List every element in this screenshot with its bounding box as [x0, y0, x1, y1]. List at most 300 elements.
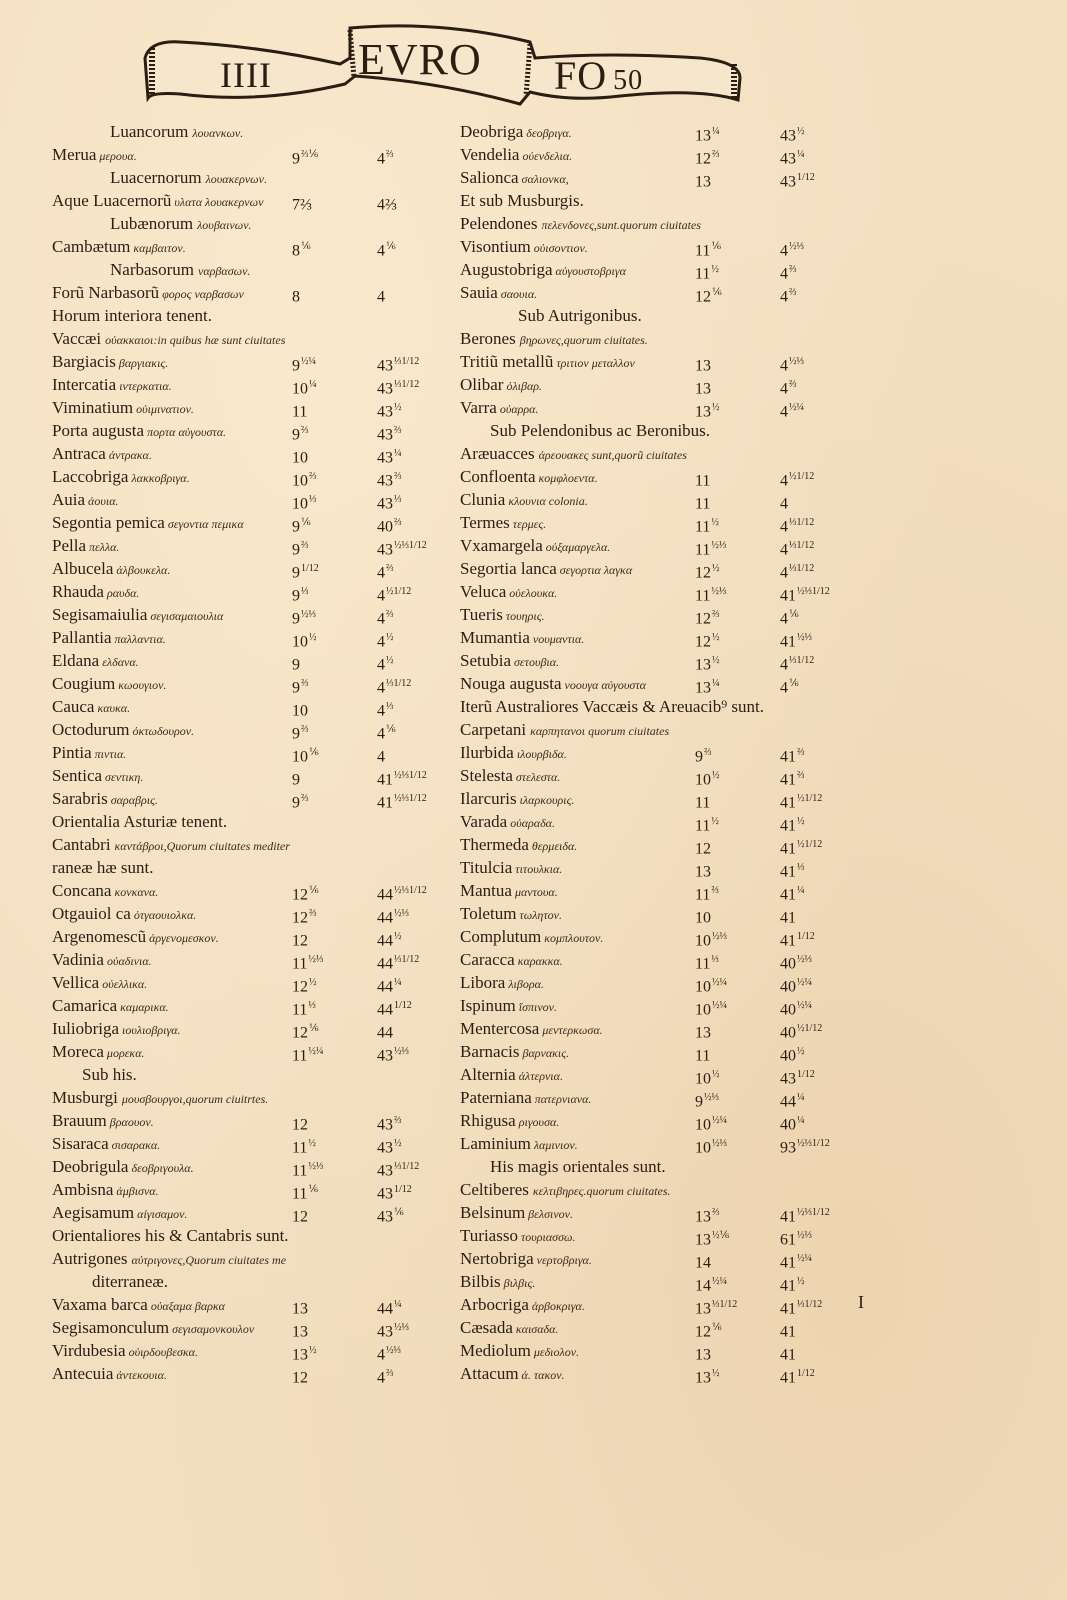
greek-name: οὐαρρα. [499, 402, 539, 416]
greek-name: οὐιρδουβεσκα. [128, 1345, 198, 1359]
lon-degrees: 11 [292, 1139, 308, 1157]
lat-degrees: 43 [780, 127, 796, 145]
greek-name: σαλιονκα, [521, 172, 569, 186]
lon-degrees: 10 [695, 1070, 711, 1088]
lat-fraction: ⅔ [789, 287, 797, 298]
section-heading [52, 212, 452, 235]
place-entry [460, 810, 870, 833]
lat-degrees: 44 [377, 955, 393, 973]
latin-name: Alternia [460, 1065, 516, 1084]
lon-degrees: 11 [695, 587, 711, 605]
lat-fraction: ⅔ [394, 425, 402, 436]
heading-text: Orientaliores his & Cantabris sunt. [52, 1226, 289, 1245]
lat-degrees: 43 [377, 541, 393, 559]
greek-name: ἀντεκουια. [116, 1368, 167, 1382]
lat-fraction: ½⅓ [789, 356, 804, 367]
place-entry [460, 741, 870, 764]
lat-fraction: ½⅓ [789, 241, 804, 252]
lat-fraction: 1/12 [797, 1069, 815, 1080]
greek-name: οὐιμινατιον. [136, 402, 194, 416]
latin-name: Eldana [52, 651, 100, 670]
lat-degrees: 44 [377, 978, 393, 996]
greek-name: σαουια. [500, 287, 538, 301]
lat-fraction: 1/12 [797, 931, 815, 942]
lon-degrees: 14 [695, 1254, 711, 1272]
lon-degrees: 11 [695, 886, 711, 904]
greek-name: ριγουσα. [518, 1115, 560, 1129]
lon-degrees: 8 [292, 242, 300, 260]
lat-fraction: ½⅓ [394, 1322, 409, 1333]
greek-name: σετουβια. [514, 655, 560, 669]
lat-degrees: 40 [780, 955, 796, 973]
greek-name: τουηρις. [505, 609, 545, 623]
place-name [52, 189, 263, 214]
lon-degrees: 13 [695, 1231, 711, 1249]
lon-degrees: 13 [695, 1300, 711, 1318]
latin-name: Salionca [460, 168, 519, 187]
place-name [52, 1201, 187, 1226]
latin-name: Porta augusta [52, 421, 145, 440]
lat-degrees: 44 [377, 1300, 393, 1318]
lat-degrees: 41 [780, 1323, 796, 1341]
latin-name: Cauca [52, 697, 95, 716]
lon-degrees: 12 [292, 1116, 308, 1134]
section-heading [460, 189, 870, 212]
latin-name: Ambisna [52, 1180, 114, 1199]
latitude-value [780, 1362, 815, 1389]
place-entry [52, 281, 452, 304]
header-book-number: IIII [220, 55, 272, 95]
greek-name: βαρνακις. [522, 1046, 570, 1060]
lon-fraction: ⅔ [309, 908, 317, 919]
lat-fraction: ⅔ [797, 770, 805, 781]
lon-degrees: 10 [292, 449, 308, 467]
place-name [52, 1293, 225, 1318]
latin-name: Tueris [460, 605, 503, 624]
place-entry [460, 557, 870, 580]
place-name [460, 787, 574, 812]
place-entry [52, 580, 452, 603]
greek-name: δεοβριγουλα. [131, 1161, 194, 1175]
place-name [460, 1316, 558, 1341]
greek-name: οὐενδελια. [522, 149, 573, 163]
heading-greek: βηρωνες,quorum ciuitates. [519, 333, 648, 347]
place-entry [460, 1017, 870, 1040]
greek-name: λιβορα. [508, 977, 544, 991]
lat-fraction: ¼ [394, 448, 402, 459]
place-entry [52, 1362, 452, 1385]
heading-text: Autrigones [52, 1249, 128, 1268]
latin-name: Vadinia [52, 950, 104, 969]
lon-fraction: ½ [712, 402, 720, 413]
lat-degrees: 4 [377, 702, 385, 720]
section-heading [52, 327, 452, 350]
heading-text: Pelendones [460, 214, 538, 233]
latin-name: Caracca [460, 950, 515, 969]
lon-fraction: ½ [308, 1138, 316, 1149]
lon-degrees: 13 [695, 1346, 711, 1364]
lat-degrees: 4 [780, 265, 788, 283]
greek-name: οὐαδινια. [106, 954, 152, 968]
lat-degrees: 4 [780, 610, 788, 628]
latin-name: Otgauiol ca [52, 904, 131, 923]
lat-degrees: 44 [377, 932, 393, 950]
place-name [52, 994, 169, 1019]
latin-name: Thermeda [460, 835, 529, 854]
place-name [52, 1017, 181, 1042]
place-name [52, 580, 139, 605]
lon-fraction: ½ [309, 1345, 317, 1356]
lon-fraction: ⅔ [301, 793, 309, 804]
place-name [460, 948, 563, 973]
lon-fraction: 1/12 [301, 563, 319, 574]
latin-name: Viminatium [52, 398, 134, 417]
lon-degrees: 11 [695, 495, 711, 513]
place-entry [52, 1339, 452, 1362]
lon-fraction: ⅔ [712, 609, 720, 620]
lon-fraction: ⅓1/12 [712, 1299, 738, 1310]
lat-fraction: ¼ [797, 149, 805, 160]
lat-degrees: 4 [377, 656, 385, 674]
greek-name: βελσινον. [528, 1207, 573, 1221]
greek-name: πιντια. [94, 747, 127, 761]
place-entry [460, 902, 870, 925]
lon-fraction: ⅔ [301, 678, 309, 689]
lon-fraction: ⅔ [301, 425, 309, 436]
greek-name: σεγισαμαιουλια [150, 609, 224, 623]
place-entry [460, 1224, 870, 1247]
greek-name: ἀντρακα. [108, 448, 152, 462]
lon-degrees: 13 [292, 1323, 308, 1341]
place-entry [52, 902, 452, 925]
greek-name: ὀλιβαρ. [506, 379, 543, 393]
lat-fraction: ½¼ [797, 977, 812, 988]
latin-name: Mediolum [460, 1341, 531, 1360]
latin-name: Paterniana [460, 1088, 532, 1107]
lon-degrees: 10 [695, 909, 711, 927]
lon-degrees: 13 [695, 656, 711, 674]
greek-name: πελλα. [89, 540, 120, 554]
greek-name: σισαρακα. [111, 1138, 161, 1152]
lon-degrees: 11 [695, 472, 711, 490]
lon-degrees: 12 [292, 1208, 308, 1226]
section-heading [460, 304, 870, 327]
lat-degrees: 44 [377, 1024, 393, 1042]
greek-name: καρακκα. [517, 954, 563, 968]
lon-fraction: ⅙ [301, 241, 311, 252]
lat-degrees: 43 [780, 150, 796, 168]
greek-name: αὐγουστοβριγα [555, 264, 626, 278]
greek-name: τριτιον μεταλλον [556, 356, 635, 370]
lat-fraction: ⅔ [789, 264, 797, 275]
heading-text: diterraneæ. [92, 1272, 168, 1291]
lon-fraction: ⅔ [711, 885, 719, 896]
latin-name: Deobriga [460, 122, 524, 141]
section-heading [52, 1247, 452, 1270]
lat-degrees: 43 [377, 426, 393, 444]
lon-fraction: ½ [711, 517, 719, 528]
lon-fraction: ½⅓ [704, 1092, 719, 1103]
lon-degrees: 11 [695, 265, 711, 283]
latin-name: Mumantia [460, 628, 530, 647]
place-name [460, 373, 542, 398]
section-heading [460, 1155, 870, 1178]
place-name [460, 396, 538, 421]
lat-fraction: ⅓1/12 [789, 540, 815, 551]
lat-degrees: 4 [377, 748, 385, 766]
lat-fraction: ½ [797, 1276, 805, 1287]
place-entry [460, 1063, 870, 1086]
lon-degrees: 10 [695, 1001, 711, 1019]
lon-fraction: ⅔⅙ [301, 149, 319, 160]
place-name [52, 764, 143, 789]
lat-degrees: 4 [780, 679, 788, 697]
lat-degrees: 4 [377, 1369, 385, 1387]
place-entry [460, 281, 870, 304]
place-entry [52, 373, 452, 396]
lon-fraction: ½ [712, 632, 720, 643]
lat-fraction: ½1/12 [797, 839, 823, 850]
lat-degrees: 41 [377, 771, 393, 789]
greek-name: θερμειδα. [531, 839, 578, 853]
latin-name: Auia [52, 490, 86, 509]
lon-fraction: ½ [712, 655, 720, 666]
greek-name: τερμες. [512, 517, 547, 531]
lon-fraction: ¼ [309, 379, 317, 390]
section-heading [52, 304, 452, 327]
lon-degrees: 9 [292, 541, 300, 559]
greek-name: οὐισοντιον. [533, 241, 588, 255]
lat-degrees: 44 [377, 1001, 393, 1019]
place-entry [460, 1086, 870, 1109]
heading-text: Narbasorum [110, 260, 195, 279]
lat-fraction: ½1/12 [797, 1023, 823, 1034]
lat-degrees: 43 [780, 1070, 796, 1088]
lon-degrees: 9 [292, 150, 300, 168]
lat-fraction: ⅓1/12 [394, 356, 420, 367]
lat-degrees: 43 [377, 380, 393, 398]
lat-degrees: 4⅔ [377, 196, 397, 214]
lon-fraction: ½¼ [712, 1115, 727, 1126]
place-name [460, 649, 559, 674]
lon-fraction: ½⅓ [308, 1161, 324, 1172]
latin-name: Segortia lanca [460, 559, 557, 578]
lat-fraction: ¼ [394, 977, 402, 988]
latin-name: Olibar [460, 375, 504, 394]
lat-fraction: ⅓ [797, 862, 805, 873]
greek-name: καυκα. [97, 701, 131, 715]
section-heading [52, 166, 452, 189]
lat-fraction: ½⅓1/12 [394, 540, 427, 551]
lat-fraction: ½ [394, 931, 402, 942]
lon-degrees: 9 [695, 748, 703, 766]
lat-degrees: 4 [377, 242, 385, 260]
greek-name: καμβαιτον. [133, 241, 186, 255]
place-entry [52, 649, 452, 672]
place-name [460, 166, 569, 191]
lon-fraction: ½¼ [712, 1000, 727, 1011]
latin-name: Bargiacis [52, 352, 116, 371]
lon-degrees: 11 [695, 955, 711, 973]
longitude-value [695, 1362, 720, 1389]
place-entry [460, 465, 870, 488]
heading-greek: λουβαινων. [197, 218, 252, 232]
lon-fraction: ⅓ [301, 586, 309, 597]
lat-degrees: 4 [377, 633, 385, 651]
place-name [460, 1086, 591, 1111]
place-name [52, 419, 226, 444]
place-name [460, 925, 603, 950]
lon-fraction: ¼ [712, 678, 720, 689]
lat-degrees: 41 [780, 1369, 796, 1387]
lat-degrees: 4 [780, 472, 788, 490]
place-entry [460, 258, 870, 281]
greek-name: βραουον. [109, 1115, 154, 1129]
lat-degrees: 41 [780, 886, 796, 904]
greek-name: βιλβις. [503, 1276, 536, 1290]
lat-fraction: ½1/12 [386, 586, 412, 597]
place-entry [52, 1178, 452, 1201]
place-entry [460, 534, 870, 557]
place-entry [52, 787, 452, 810]
greek-name: τιτουλκια. [515, 862, 563, 876]
lon-degrees: 11 [292, 1001, 308, 1019]
place-entry [52, 511, 452, 534]
lon-fraction: ⅙ [712, 1322, 722, 1333]
lat-degrees: 4 [780, 357, 788, 375]
latin-name: Segisamonculum [52, 1318, 170, 1337]
lat-degrees: 43 [377, 495, 393, 513]
lat-degrees: 44 [377, 909, 393, 927]
latin-name: Vaxama barca [52, 1295, 148, 1314]
place-name [52, 281, 244, 306]
place-entry [460, 672, 870, 695]
place-entry [460, 1040, 870, 1063]
lon-degrees: 9 [292, 656, 300, 674]
lon-degrees: 10 [292, 748, 308, 766]
lat-fraction: ⅓ [386, 701, 394, 712]
lon-degrees: 11 [695, 794, 711, 812]
latin-name: Antraca [52, 444, 106, 463]
section-heading [460, 327, 870, 350]
greek-name: ελδανα. [102, 655, 139, 669]
lon-degrees: 10 [292, 380, 308, 398]
latin-name: Veluca [460, 582, 507, 601]
heading-text: Luancorum [110, 122, 189, 141]
lon-fraction: ½ [712, 1069, 720, 1080]
lat-degrees: 4 [377, 150, 385, 168]
place-name [52, 879, 158, 904]
greek-name: ἀουια. [88, 494, 119, 508]
lon-degrees: 12 [695, 564, 711, 582]
lat-fraction: ⅓1/12 [394, 379, 420, 390]
lat-degrees: 41 [780, 1208, 796, 1226]
lon-degrees: 13 [695, 127, 711, 145]
latin-name: Ilarcuris [460, 789, 517, 808]
place-name [460, 1293, 585, 1318]
section-heading [460, 419, 870, 442]
greek-name: νοουγα αὐγουστα [564, 678, 646, 692]
greek-name: οὐελουκα. [509, 586, 558, 600]
latin-name: Aegisamum [52, 1203, 135, 1222]
lat-fraction: ⅓1/12 [386, 678, 412, 689]
lat-fraction: ½ [797, 816, 805, 827]
greek-name: ιουλιοβριγα. [122, 1023, 181, 1037]
lon-degrees: 13 [695, 1208, 711, 1226]
lat-degrees: 41 [780, 909, 796, 927]
latin-name: Setubia [460, 651, 511, 670]
lat-degrees: 41 [780, 748, 796, 766]
latin-name: Iuliobriga [52, 1019, 120, 1038]
lat-degrees: 41 [780, 587, 796, 605]
lat-degrees: 41 [780, 817, 796, 835]
place-entry [460, 235, 870, 258]
heading-text: Iterũ Australiores Vaccæis & Areuacib⁹ sunt. [460, 697, 764, 716]
lon-degrees: 13 [695, 1369, 711, 1387]
lat-degrees: 4 [377, 288, 385, 306]
lat-fraction: ⅓1/12 [789, 563, 815, 574]
lat-degrees: 4 [780, 541, 788, 559]
lon-fraction: ½⅓ [712, 931, 727, 942]
lat-fraction: ⅓ [394, 494, 402, 505]
lon-degrees: 12 [292, 886, 308, 904]
place-entry [460, 488, 870, 511]
greek-name: κωουγιον. [118, 678, 167, 692]
latin-name: Augustobriga [460, 260, 553, 279]
page-header-banner [140, 18, 750, 110]
place-entry [52, 1316, 452, 1339]
greek-name: τουριασσω. [520, 1230, 576, 1244]
greek-name: ιλουρβιδα. [516, 747, 567, 761]
latin-name: Segontia pemica [52, 513, 165, 532]
latin-name: Turiasso [460, 1226, 518, 1245]
greek-name: ἀ. τακον. [521, 1368, 565, 1382]
lon-degrees: 10 [292, 472, 308, 490]
place-entry [52, 488, 452, 511]
heading-text: Sub Autrigonibus. [518, 306, 642, 325]
latin-name: Argenomescũ [52, 927, 147, 946]
place-name [52, 741, 126, 766]
place-entry [52, 465, 452, 488]
place-name [52, 787, 158, 812]
lon-degrees: 11 [695, 541, 711, 559]
lon-fraction: ¼ [712, 126, 720, 137]
place-entry [460, 373, 870, 396]
lat-fraction: ½ [394, 402, 402, 413]
lat-degrees: 61 [780, 1231, 796, 1249]
place-entry [460, 396, 870, 419]
lon-degrees: 9 [292, 357, 300, 375]
lat-degrees: 43 [377, 1208, 393, 1226]
greek-name: μορεκα. [106, 1046, 145, 1060]
greek-name: ἀλβουκελα. [116, 563, 171, 577]
greek-name: λακκοβριγα. [131, 471, 190, 485]
lat-fraction: ⅙ [386, 724, 396, 735]
latin-name: Complutum [460, 927, 542, 946]
latin-name: Pintia [52, 743, 92, 762]
lat-degrees: 43 [377, 1162, 393, 1180]
heading-greek: καρπητανοι quorum ciuitates [530, 724, 670, 738]
lat-fraction: 1/12 [797, 1368, 815, 1379]
place-name [460, 350, 635, 375]
section-heading [52, 810, 452, 833]
lon-degrees: 13 [695, 357, 711, 375]
header-title-part1: EVRO [358, 35, 482, 84]
lat-degrees: 40 [780, 1047, 796, 1065]
place-name [460, 1362, 565, 1387]
latin-name: Nouga augusta [460, 674, 562, 693]
place-name [460, 557, 632, 582]
